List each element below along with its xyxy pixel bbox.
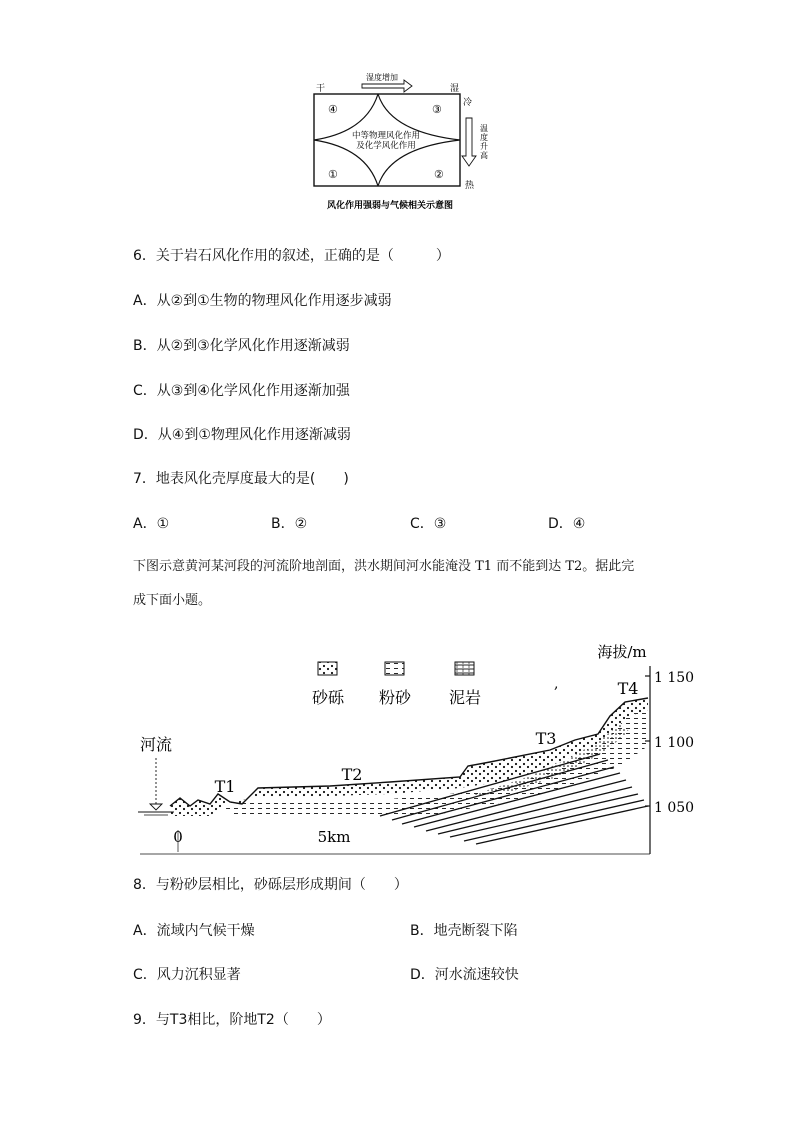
legend-gravel-swatch (318, 662, 337, 675)
cold-label: 冷 (463, 98, 473, 108)
question-6-option-b: B．从②到③化学风化作用逐渐减弱 (133, 338, 350, 354)
question-6-option-c: C．从③到④化学风化作用逐渐加强 (133, 383, 350, 399)
terrace-t4-label: T4 (617, 679, 639, 698)
temperature-arrow-char-4: 高 (480, 151, 488, 160)
x-label-5km: 5km (317, 828, 351, 846)
x-label-0: 0 (173, 828, 183, 846)
figure1-caption: 风化作用强弱与气候相关示意图 (326, 201, 454, 211)
passage-intro-line2: 成下面小题。 (133, 593, 212, 608)
question-9-stem: 9．与T3相比，阶地T2（ ） (133, 1012, 331, 1028)
tick-1150: 1 150 (654, 670, 695, 686)
question-7-stem: 7．地表风化壳厚度最大的是( ) (133, 471, 349, 487)
humidity-arrow-label: 湿度增加 (366, 73, 398, 82)
legend-mudstone-swatch (455, 662, 474, 675)
legend-silt-swatch (385, 662, 404, 675)
terrace-t2-label: T2 (341, 765, 363, 784)
question-7-option-a: A．① (133, 516, 170, 532)
question-6-option-d: D．从④到①物理风化作用逐渐减弱 (133, 427, 351, 443)
legend-gravel-label: 砂砾 (311, 688, 345, 707)
center-label-line2: 及化学风化作用 (356, 141, 416, 151)
stray-mark: , (554, 676, 559, 692)
question-6-stem: 6．关于岩石风化作用的叙述，正确的是（ ） (133, 248, 450, 264)
question-8-option-b: B．地壳断裂下陷 (410, 923, 518, 939)
river-terrace-profile (130, 636, 695, 858)
wet-label: 湿 (450, 84, 460, 94)
center-label-line1: 中等物理风化作用 (351, 131, 421, 141)
question-8-stem: 8．与粉砂层相比，砂砾层形成期间（ ） (133, 877, 408, 893)
river-label: 河流 (139, 735, 173, 754)
terrace-t3-label: T3 (535, 729, 557, 748)
temperature-arrow-char-1: 温 (480, 124, 488, 133)
tick-1100: 1 100 (654, 735, 695, 751)
question-7-option-d: D．④ (548, 516, 586, 532)
silt-layer (222, 710, 648, 818)
temperature-arrow-char-3: 升 (480, 142, 488, 151)
region-2-label: ② (434, 168, 444, 181)
question-6-option-a: A．从②到①生物的物理风化作用逐步减弱 (133, 293, 392, 309)
legend-mudstone-label: 泥岩 (448, 688, 482, 707)
weathering-climate-diagram (300, 74, 500, 214)
region-3-label: ③ (432, 103, 442, 116)
terrace-t1-label: T1 (214, 777, 236, 796)
region-1-label: ① (328, 168, 338, 181)
question-8-option-d: D．河水流速较快 (410, 967, 519, 983)
legend-silt-label: 粉砂 (378, 688, 412, 707)
question-8-option-a: A．流域内气候干燥 (133, 923, 255, 939)
temperature-arrow-char-2: 度 (480, 133, 488, 142)
question-7-option-c: C．③ (410, 516, 447, 532)
question-7-option-b: B．② (271, 516, 308, 532)
question-8-option-c: C．风力沉积显著 (133, 967, 241, 983)
tick-1050: 1 050 (654, 800, 695, 816)
hot-label: 热 (465, 181, 475, 191)
dry-label: 干 (316, 84, 326, 94)
region-4-label: ④ (328, 103, 338, 116)
passage-intro-line1: 下图示意黄河某河段的河流阶地剖面，洪水期间河水能淹没 T1 而不能到达 T2。据此完 (133, 559, 635, 574)
elevation-axis-title: 海拔/m (597, 643, 647, 661)
